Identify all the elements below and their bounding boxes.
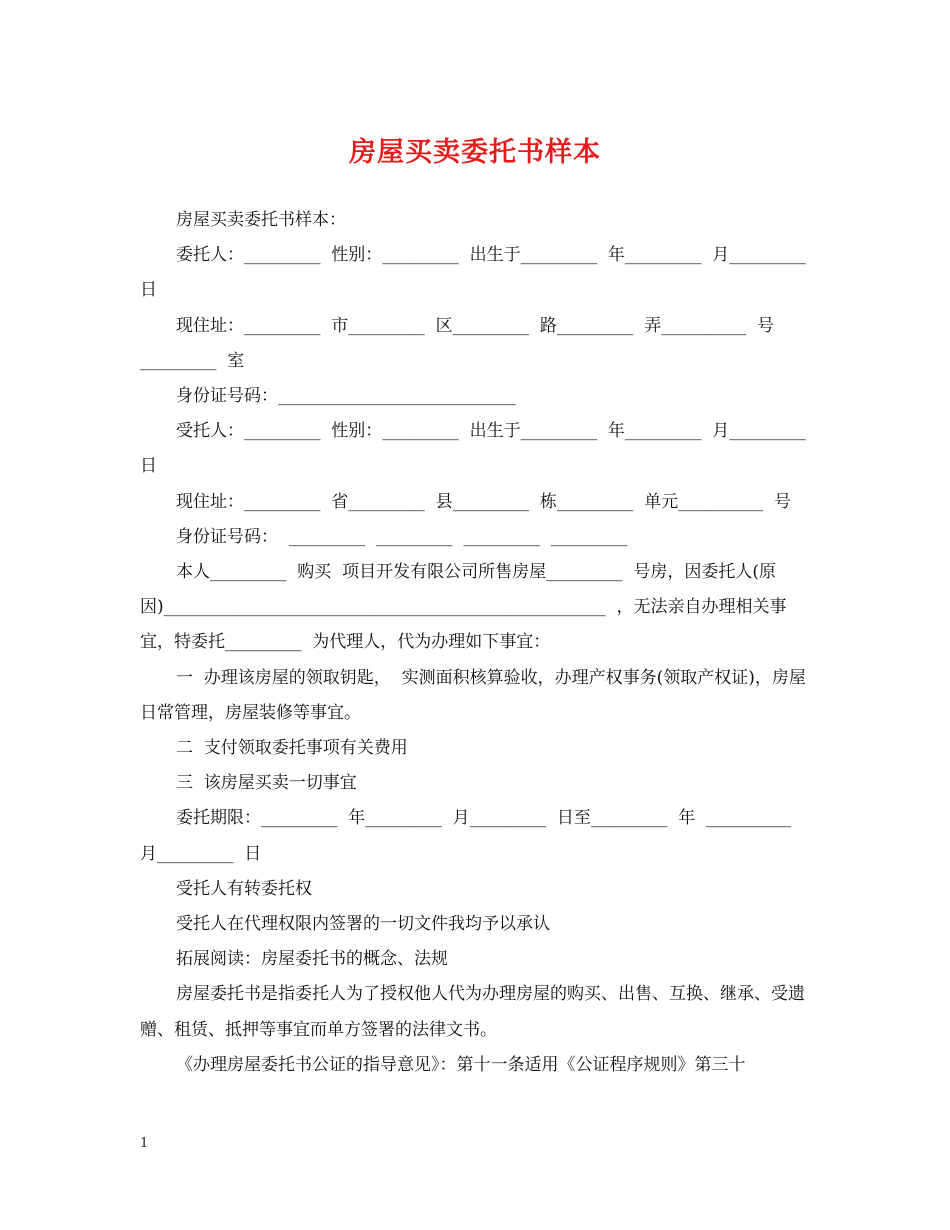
paragraph-item-two: 二 支付领取委托事项有关费用 — [176, 738, 408, 759]
document-body — [140, 203, 817, 1083]
page-number: 1 — [140, 1136, 149, 1151]
paragraph-term: 委托期限：_________ 年_________ 月_________ 日至_________ 年 __________ 月_________ 日 — [140, 808, 802, 864]
paragraph-heading: 房屋买卖委托书样本： — [176, 210, 346, 230]
paragraph-regulation: 《办理房屋委托书公证的指导意见》：第十一条适用《公证程序规则》第三十 — [176, 1054, 746, 1075]
paragraph-subdelegation: 受托人有转委托权 — [176, 878, 312, 899]
paragraph-agent-info: 受托人：_________ 性别：_________ 出生于_________ 年_________ 月_________ 日 — [140, 421, 817, 477]
paragraph-authorization: 本人_________ 购买 项目开发有限公司所售房屋_________ 号房，因委托人(原因)____________________________________________________ ，无法亲自办理相关事宜，特委托_________ 为代理人，代为办理如下事宜： — [140, 562, 787, 653]
paragraph-principal-id: 身份证号码：____________________________ — [176, 386, 516, 407]
paragraph-definition: 房屋委托书是指委托人为了授权他人代为办理房屋的购买、出售、互换、继承、受遗赠、租赁、抵押等事宜而单方签署的法律文书。 — [140, 984, 805, 1040]
document-title: 房屋买卖委托书样本 — [349, 137, 601, 168]
paragraph-agent-id: 身份证号码： _________ _________ _________ _________ — [176, 526, 628, 547]
paragraph-principal-address: 现住址：_________ 市_________ 区_________ 路_________ 弄__________ 号_________ 室 — [140, 315, 775, 371]
paragraph-extended-reading: 拓展阅读：房屋委托书的概念、法规 — [176, 949, 448, 970]
paragraph-agent-address: 现住址：_________ 省_________ 县_________ 栋_________ 单元__________ 号 — [176, 491, 792, 512]
paragraph-acknowledgement: 受托人在代理权限内签署的一切文件我均予以承认 — [176, 914, 550, 935]
paragraph-principal-info: 委托人：_________ 性别：_________ 出生于_________ 年_________ 月_________ 日 — [140, 245, 817, 301]
paragraph-item-one: 一 办理该房屋的领取钥匙， 实测面积核算验收，办理产权事务(领取产权证)，房屋日常管理，房屋装修等事宜。 — [140, 667, 806, 723]
paragraph-item-three: 三 该房屋买卖一切事宜 — [176, 773, 357, 794]
